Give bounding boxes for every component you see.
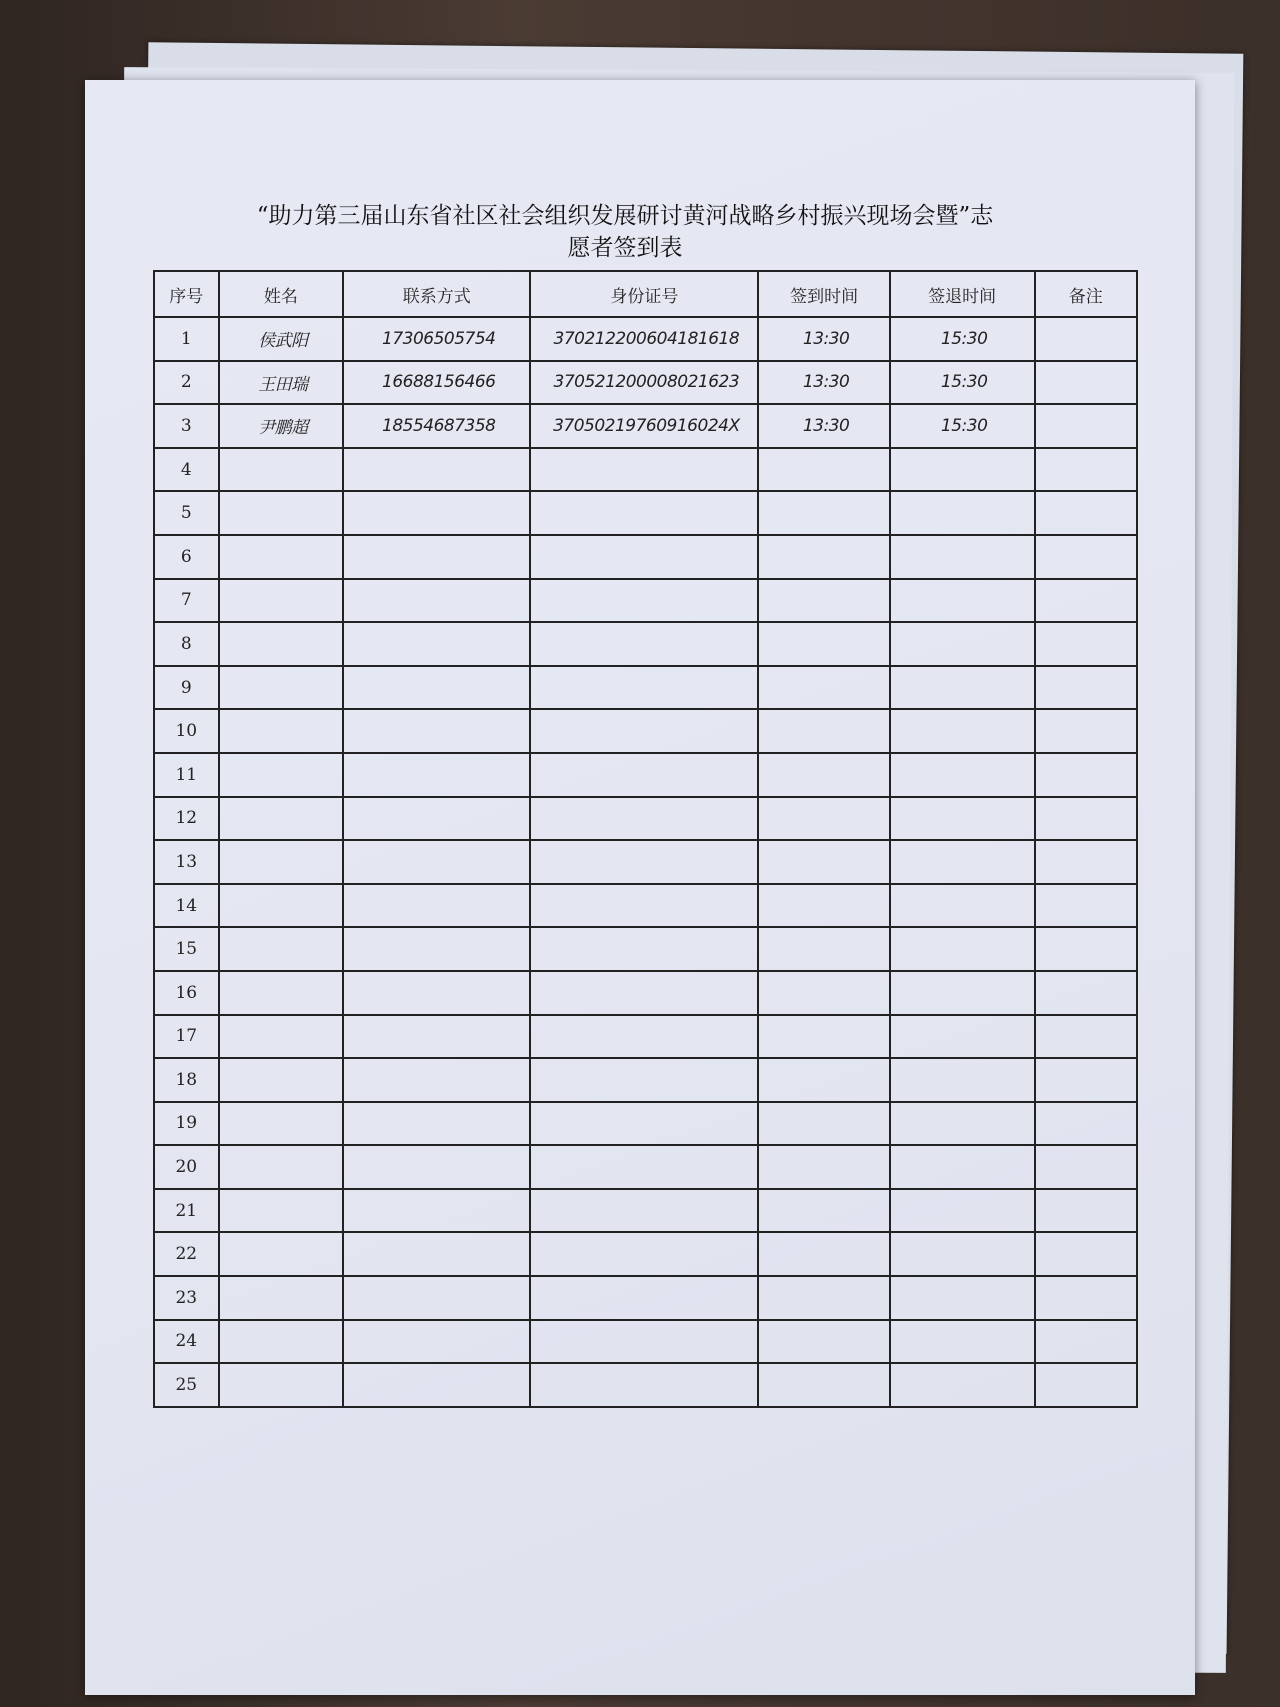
phone-cell [343, 1015, 530, 1059]
sign-in-time-cell [758, 927, 889, 971]
id-number-cell [530, 579, 758, 623]
phone-cell [343, 1145, 530, 1189]
sign-in-time-cell [758, 1232, 889, 1276]
phone-cell [343, 666, 530, 710]
table-row [154, 404, 1137, 448]
id-number-cell [530, 1320, 758, 1364]
sign-in-time-cell [758, 1058, 889, 1102]
name-cell [219, 491, 344, 535]
sign-out-time-cell [890, 884, 1035, 928]
name-cell [219, 753, 344, 797]
name-cell [219, 884, 344, 928]
sign-in-time-cell [758, 535, 889, 579]
id-number-cell [530, 1189, 758, 1233]
sign-in-time-cell [758, 491, 889, 535]
sheet-title [195, 200, 1055, 264]
id-number-cell [530, 491, 758, 535]
sign-in-time-cell [758, 753, 889, 797]
header-no: 序号 [154, 271, 219, 317]
sign-out-time-cell [890, 1276, 1035, 1320]
row-number: 5 [154, 491, 219, 535]
sign-out-time-cell [890, 840, 1035, 884]
row-number: 2 [154, 361, 219, 405]
phone-cell [343, 1102, 530, 1146]
id-number-cell [530, 404, 758, 448]
id-number-cell [530, 840, 758, 884]
sign-in-time-cell [758, 1015, 889, 1059]
table-row [154, 1102, 1137, 1146]
sign-in-time-cell [758, 579, 889, 623]
name-cell [219, 709, 344, 753]
name-cell [219, 971, 344, 1015]
phone-cell-text: 16688156466 [382, 372, 496, 393]
table-row [154, 361, 1137, 405]
name-cell [219, 1320, 344, 1364]
table-row [154, 753, 1137, 797]
row-number: 4 [154, 448, 219, 492]
name-cell [219, 797, 344, 841]
table-row [154, 666, 1137, 710]
sign-in-time-cell-text: 13:30 [802, 328, 850, 349]
note-cell [1035, 927, 1137, 971]
sign-out-time-cell [890, 971, 1035, 1015]
row-number: 13 [154, 840, 219, 884]
note-cell [1035, 1276, 1137, 1320]
note-cell [1035, 666, 1137, 710]
phone-cell [343, 840, 530, 884]
name-cell [219, 1058, 344, 1102]
sign-in-time-cell [758, 971, 889, 1015]
table-row [154, 448, 1137, 492]
table-row [154, 491, 1137, 535]
phone-cell [343, 1058, 530, 1102]
sign-out-time-cell [890, 709, 1035, 753]
name-cell [219, 666, 344, 710]
table-row [154, 1015, 1137, 1059]
table-row [154, 1058, 1137, 1102]
sign-out-time-cell [890, 317, 1035, 361]
phone-cell [343, 579, 530, 623]
name-cell [219, 579, 344, 623]
note-cell [1035, 1189, 1137, 1233]
sign-out-time-cell [890, 927, 1035, 971]
sign-out-time-cell [890, 753, 1035, 797]
sign-in-time-cell [758, 840, 889, 884]
name-cell [219, 927, 344, 971]
phone-cell [343, 1320, 530, 1364]
id-number-cell-text: 37050219760916024X [553, 415, 740, 436]
id-number-cell [530, 927, 758, 971]
name-cell [219, 1232, 344, 1276]
row-number: 23 [154, 1276, 219, 1320]
id-number-cell [530, 709, 758, 753]
sign-out-time-cell [890, 1058, 1035, 1102]
row-number: 7 [154, 579, 219, 623]
note-cell [1035, 491, 1137, 535]
phone-cell [343, 622, 530, 666]
row-number: 24 [154, 1320, 219, 1364]
table-row [154, 1320, 1137, 1364]
note-cell [1035, 1102, 1137, 1146]
id-number-cell [530, 1058, 758, 1102]
phone-cell [343, 971, 530, 1015]
name-cell [219, 361, 344, 405]
title-line-2: 愿者签到表 [567, 235, 683, 261]
phone-cell-text: 17306505754 [382, 328, 496, 349]
note-cell [1035, 317, 1137, 361]
id-number-cell [530, 666, 758, 710]
sign-out-time-cell [890, 579, 1035, 623]
sign-in-time-cell [758, 1189, 889, 1233]
note-cell [1035, 622, 1137, 666]
phone-cell [343, 535, 530, 579]
phone-cell [343, 753, 530, 797]
header-sign-out-time: 签退时间 [890, 271, 1035, 317]
phone-cell [343, 1276, 530, 1320]
phone-cell [343, 927, 530, 971]
name-cell [219, 317, 344, 361]
id-number-cell [530, 1363, 758, 1407]
id-number-cell-text: 370212200604181618 [553, 328, 740, 349]
row-number: 1 [154, 317, 219, 361]
row-number: 20 [154, 1145, 219, 1189]
table-row [154, 884, 1137, 928]
sign-out-time-cell [890, 1015, 1035, 1059]
note-cell [1035, 797, 1137, 841]
table-row [154, 1276, 1137, 1320]
table-row [154, 579, 1137, 623]
table-row [154, 971, 1137, 1015]
phone-cell [343, 317, 530, 361]
row-number: 17 [154, 1015, 219, 1059]
name-cell [219, 404, 344, 448]
phone-cell [343, 1232, 530, 1276]
id-number-cell [530, 971, 758, 1015]
phone-cell-text: 18554687358 [382, 415, 496, 436]
row-number: 9 [154, 666, 219, 710]
note-cell [1035, 840, 1137, 884]
note-cell [1035, 535, 1137, 579]
id-number-cell [530, 1015, 758, 1059]
sign-in-table [153, 270, 1138, 1408]
note-cell [1035, 884, 1137, 928]
name-cell [219, 1363, 344, 1407]
note-cell [1035, 1320, 1137, 1364]
phone-cell [343, 1189, 530, 1233]
phone-cell [343, 361, 530, 405]
table-row [154, 1363, 1137, 1407]
table-row [154, 622, 1137, 666]
id-number-cell [530, 1276, 758, 1320]
row-number: 12 [154, 797, 219, 841]
note-cell [1035, 1058, 1137, 1102]
title-line-1: “助力第三届山东省社区社会组织发展研讨黄河战略乡村振兴现场会暨”志 [256, 203, 994, 229]
sign-in-sheet [85, 80, 1195, 1695]
name-cell [219, 1189, 344, 1233]
id-number-cell [530, 797, 758, 841]
sign-out-time-cell [890, 361, 1035, 405]
row-number: 3 [154, 404, 219, 448]
phone-cell [343, 797, 530, 841]
sign-out-time-cell [890, 622, 1035, 666]
note-cell [1035, 1145, 1137, 1189]
id-number-cell [530, 622, 758, 666]
sign-in-time-cell [758, 1102, 889, 1146]
sign-out-time-cell-text: 15:30 [940, 372, 988, 393]
row-number: 19 [154, 1102, 219, 1146]
sign-in-time-cell [758, 797, 889, 841]
name-cell-text: 王田瑞 [258, 374, 308, 395]
sign-out-time-cell [890, 1363, 1035, 1407]
row-number: 16 [154, 971, 219, 1015]
sign-in-time-cell [758, 1145, 889, 1189]
table-row [154, 317, 1137, 361]
row-number: 14 [154, 884, 219, 928]
id-number-cell-text: 370521200008021623 [553, 372, 740, 393]
phone-cell [343, 491, 530, 535]
name-cell [219, 1276, 344, 1320]
row-number: 6 [154, 535, 219, 579]
row-number: 25 [154, 1363, 219, 1407]
row-number: 8 [154, 622, 219, 666]
phone-cell [343, 709, 530, 753]
sign-in-time-cell [758, 448, 889, 492]
name-cell [219, 622, 344, 666]
note-cell [1035, 709, 1137, 753]
phone-cell [343, 448, 530, 492]
name-cell [219, 1145, 344, 1189]
sign-out-time-cell [890, 666, 1035, 710]
id-number-cell [530, 1232, 758, 1276]
note-cell [1035, 1015, 1137, 1059]
id-number-cell [530, 361, 758, 405]
row-number: 10 [154, 709, 219, 753]
id-number-cell [530, 1145, 758, 1189]
sign-out-time-cell [890, 535, 1035, 579]
row-number: 22 [154, 1232, 219, 1276]
note-cell [1035, 971, 1137, 1015]
sign-in-time-cell [758, 404, 889, 448]
header-id: 身份证号 [530, 271, 758, 317]
phone-cell [343, 404, 530, 448]
note-cell [1035, 361, 1137, 405]
row-number: 15 [154, 927, 219, 971]
note-cell [1035, 404, 1137, 448]
table-row [154, 1189, 1137, 1233]
sign-in-time-cell [758, 622, 889, 666]
id-number-cell [530, 1102, 758, 1146]
name-cell [219, 535, 344, 579]
row-number: 11 [154, 753, 219, 797]
name-cell [219, 1102, 344, 1146]
row-number: 18 [154, 1058, 219, 1102]
id-number-cell [530, 535, 758, 579]
sign-out-time-cell [890, 1145, 1035, 1189]
sign-in-time-cell [758, 1363, 889, 1407]
sign-in-time-cell-text: 13:30 [802, 415, 850, 436]
sign-in-time-cell [758, 884, 889, 928]
header-sign-in-time: 签到时间 [758, 271, 889, 317]
sign-out-time-cell [890, 797, 1035, 841]
phone-cell [343, 1363, 530, 1407]
table-row [154, 840, 1137, 884]
id-number-cell [530, 753, 758, 797]
sign-out-time-cell [890, 1189, 1035, 1233]
name-cell [219, 840, 344, 884]
header-phone: 联系方式 [343, 271, 530, 317]
sign-out-time-cell [890, 491, 1035, 535]
sign-in-time-cell-text: 13:30 [802, 372, 850, 393]
name-cell-text: 侯武阳 [258, 331, 308, 352]
sign-out-time-cell [890, 1232, 1035, 1276]
name-cell-text: 尹鹏超 [258, 418, 308, 439]
sign-in-time-cell [758, 1320, 889, 1364]
sign-in-time-cell [758, 317, 889, 361]
sign-in-time-cell [758, 666, 889, 710]
table-row [154, 1232, 1137, 1276]
sign-in-time-cell [758, 361, 889, 405]
sign-out-time-cell [890, 448, 1035, 492]
table-row [154, 797, 1137, 841]
sign-out-time-cell-text: 15:30 [940, 415, 988, 436]
table-row [154, 709, 1137, 753]
name-cell [219, 448, 344, 492]
id-number-cell [530, 884, 758, 928]
table-row [154, 927, 1137, 971]
sign-out-time-cell [890, 404, 1035, 448]
note-cell [1035, 448, 1137, 492]
sign-out-time-cell-text: 15:30 [940, 328, 988, 349]
note-cell [1035, 1232, 1137, 1276]
note-cell [1035, 1363, 1137, 1407]
table-row [154, 1145, 1137, 1189]
table-row [154, 535, 1137, 579]
id-number-cell [530, 317, 758, 361]
row-number: 21 [154, 1189, 219, 1233]
name-cell [219, 1015, 344, 1059]
note-cell [1035, 753, 1137, 797]
header-name: 姓名 [219, 271, 344, 317]
sign-in-time-cell [758, 1276, 889, 1320]
table-header-row [154, 271, 1137, 317]
phone-cell [343, 884, 530, 928]
header-note: 备注 [1035, 271, 1137, 317]
sign-out-time-cell [890, 1102, 1035, 1146]
id-number-cell [530, 448, 758, 492]
sign-out-time-cell [890, 1320, 1035, 1364]
note-cell [1035, 579, 1137, 623]
sign-in-time-cell [758, 709, 889, 753]
